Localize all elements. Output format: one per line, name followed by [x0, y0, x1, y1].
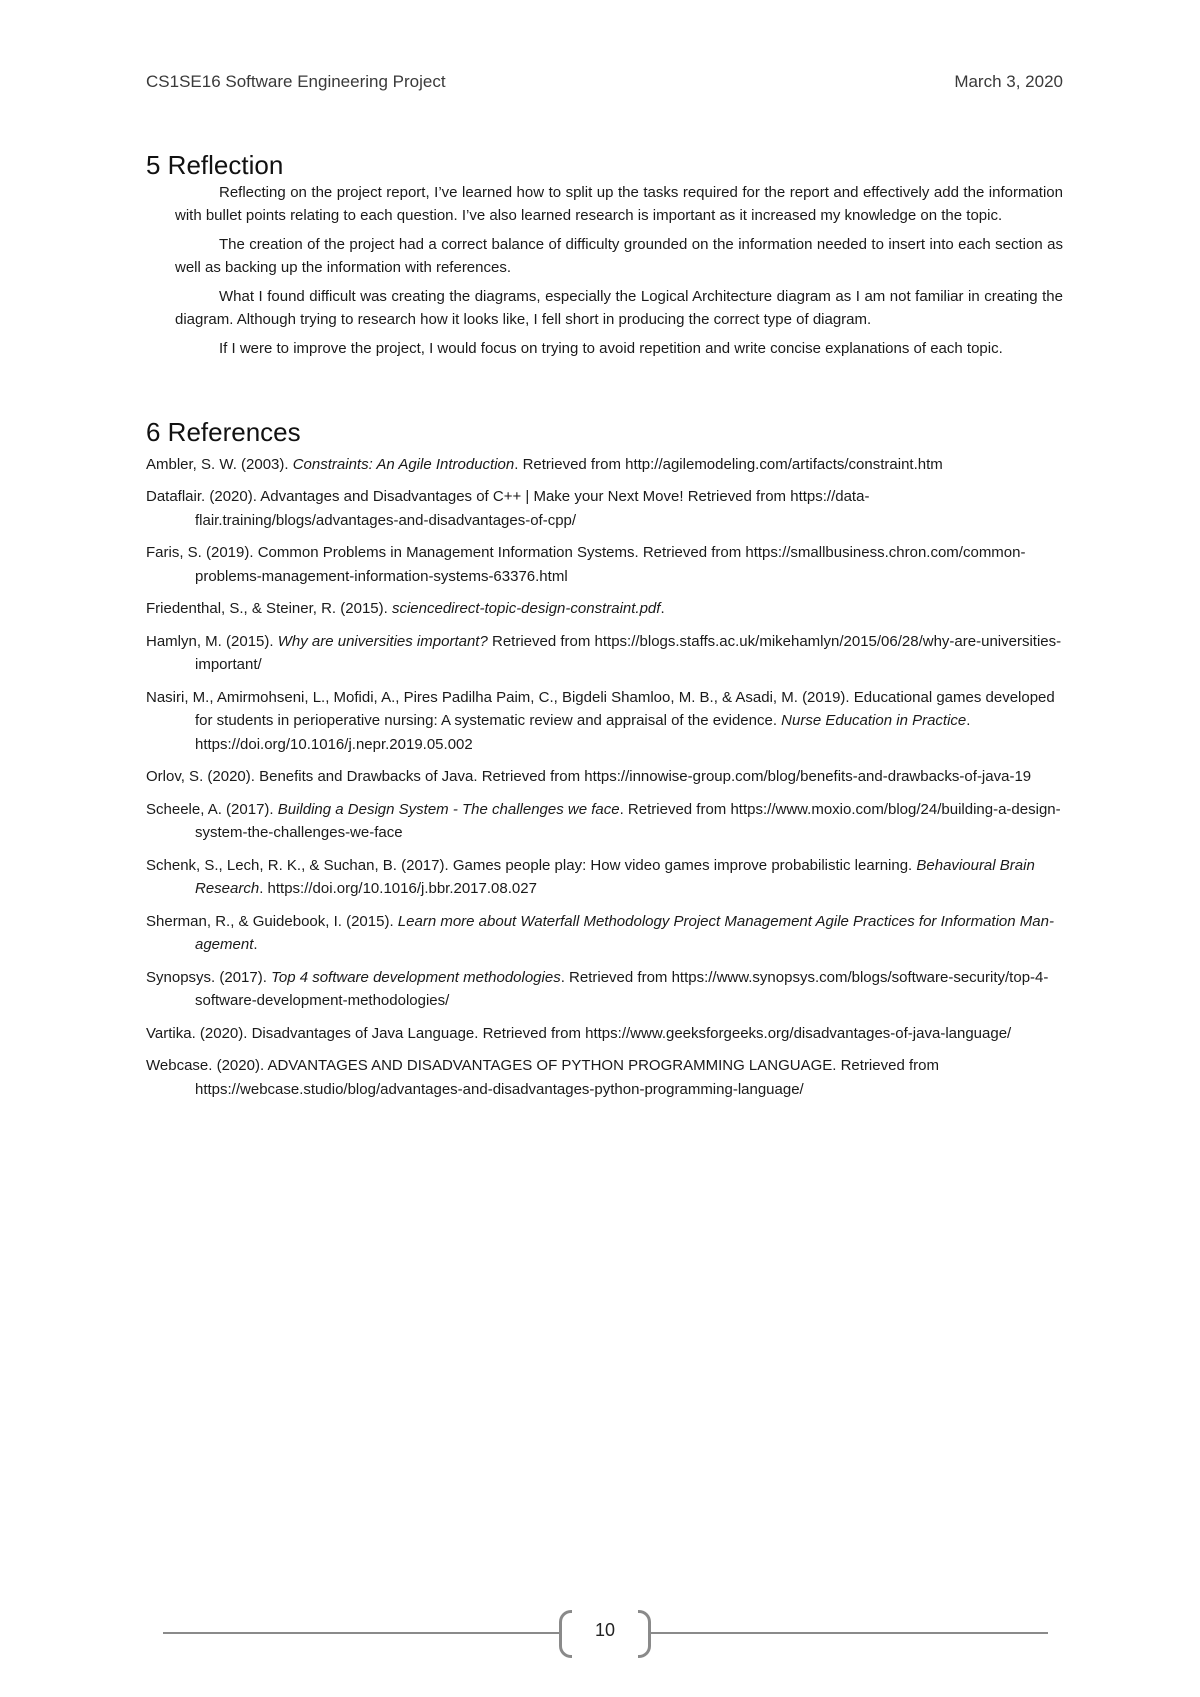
reference-entry: Nasiri, M., Amirmohseni, L., Mofidi, A., Pires Padilha Paim, C., Bigdeli Shamloo, M. B., & Asadi, M. (2019). Educational games developed for students in perioperative nursing: A systematic review and appraisal of the evidence. Nurse Education in Practice. https://doi.org/10.1016/j.nepr.2019.05.002: [146, 688, 1055, 753]
header-course-title: CS1SE16 Software Engineering Project: [146, 72, 446, 91]
reference-entry: Webcase. (2020). ADVANTAGES AND DISADVANTAGES OF PYTHON PROGRAMMING LANGUAGE. Retrieved from https://webcase.studio/blog/advantages-and-disadvantages-python-programming-language/: [146, 1057, 939, 1098]
reflection-paragraph: If I were to improve the project, I would focus on trying to avoid repetition and write concise explanations of each topic.: [219, 340, 1003, 357]
reference-entry: Scheele, A. (2017). Building a Design System - The challenges we face. Retrieved from https://www.moxio.com/blog/24/building-a-design-system-the-challenges-we-face: [146, 800, 1061, 841]
page-footer: [163, 1610, 1048, 1656]
reflection-paragraph: The creation of the project had a correct balance of difficulty grounded on the information needed to insert into each section as well as backing up the information with references.: [175, 236, 1063, 276]
reference-entry: Vartika. (2020). Disadvantages of Java Language. Retrieved from https://www.geeksforgeeks.org/disadvantages-of-java-language/: [146, 1024, 1012, 1042]
reflection-paragraph: What I found difficult was creating the diagrams, especially the Logical Architecture diagram as I am not familiar in creating the diagram. Although trying to research how it looks like, I fell short in producing the correct type of diagram.: [175, 288, 1063, 328]
reference-entry: Dataflair. (2020). Advantages and Disadvantages of C++ | Make your Next Move! Retrieved from https://data-flair.training/blogs/advantages-and-disadvantages-of-cpp/: [146, 488, 870, 529]
footer-rule-left: [163, 1632, 560, 1634]
references-heading: 6 References: [146, 416, 301, 447]
references-section: [146, 415, 1063, 1102]
reflection-section: [146, 148, 1063, 361]
footer-bracket-left: [559, 1610, 572, 1658]
reference-entry: Orlov, S. (2020). Benefits and Drawbacks of Java. Retrieved from https://innowise-group.com/blog/benefits-and-drawbacks-of-java-19: [146, 768, 1032, 785]
reference-entry: Schenk, S., Lech, R. K., & Suchan, B. (2017). Games people play: How video games improve probabilistic learning. Behavioural Brain Research. https://doi.org/10.1016/j.bbr.2017.08.027: [146, 856, 1035, 897]
footer-rule-right: [651, 1632, 1048, 1634]
page-content: [146, 148, 1063, 1110]
reference-entry: Hamlyn, M. (2015). Why are universities important? Retrieved from https://blogs.staffs.ac.uk/mikehamlyn/2015/06/28/why-are-universities-important/: [146, 632, 1062, 673]
header-date: March 3, 2020: [954, 72, 1063, 91]
page-number: 10: [594, 1620, 616, 1640]
reference-entry: Sherman, R., & Guidebook, I. (2015). Learn more about Waterfall Methodology Project Management Agile Practices for Information Man- agement.: [146, 912, 1054, 953]
reference-list: [146, 453, 1063, 1102]
reflection-heading: 5 Reflection: [146, 150, 284, 180]
footer-bracket-right: [638, 1610, 651, 1658]
reflection-paragraph: Reflecting on the project report, I’ve learned how to split up the tasks required for the report and effectively add the information with bullet points relating to each question. I’ve also learned research is important as it increased my knowledge on the topic.: [175, 184, 1063, 224]
reference-entry: Synopsys. (2017). Top 4 software development methodologies. Retrieved from https://www.synopsys.com/blogs/software-security/top-4-software-development-methodologies/: [146, 968, 1049, 1009]
reference-entry: Ambler, S. W. (2003). Constraints: An Agile Introduction. Retrieved from http://agilemodeling.com/artifacts/constraint.htm: [146, 455, 943, 473]
reference-entry: Friedenthal, S., & Steiner, R. (2015). sciencedirect-topic-design-constraint.pdf.: [146, 600, 665, 617]
reference-entry: Faris, S. (2019). Common Problems in Management Information Systems. Retrieved from https://smallbusiness.chron.com/common-problems-management-information-systems-63376.html: [146, 544, 1026, 585]
